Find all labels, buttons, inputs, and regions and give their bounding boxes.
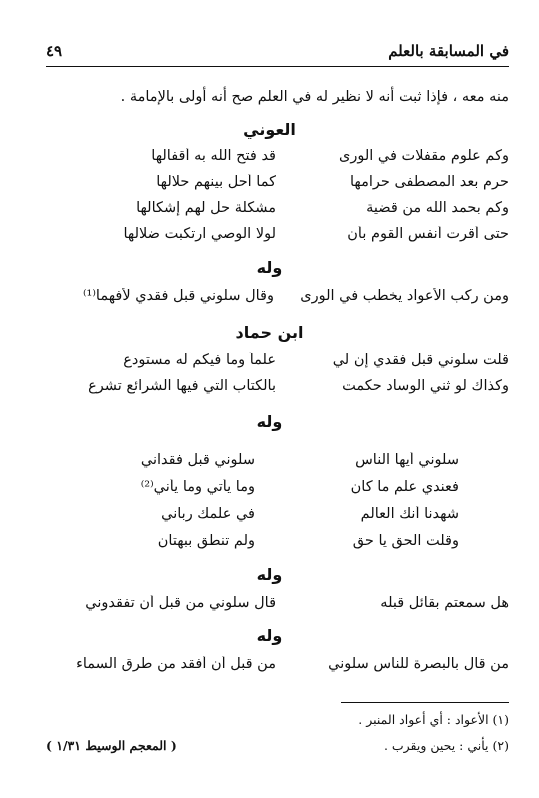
verse-first-hemistich: وكم علوم مقفلات في الورى bbox=[339, 148, 509, 164]
verse-second-hemistich: في علمك رباني bbox=[161, 506, 255, 522]
verse-second-hemistich: لولا الوصي ارتكبت ضلالها bbox=[123, 226, 276, 242]
verse-first-hemistich: من قال بالبصرة للناس سلوني bbox=[328, 656, 509, 672]
verse-line bbox=[85, 533, 459, 557]
intro-paragraph: منه معه ، فإذا ثبت أنه لا نظير له في العلم صح أنه أولى بالإمامة . bbox=[120, 89, 509, 105]
footnote: (١) الأعواد : أي أعواد المنبر . bbox=[358, 712, 509, 727]
verse-second-hemistich: سلوني قبل فقداني bbox=[140, 452, 255, 468]
verse-first-hemistich: حتى أقرت أنفس القوم بأن bbox=[347, 226, 509, 242]
footnote: (٢) يأني : يحين ويقرب . bbox=[383, 738, 509, 753]
verse-line bbox=[40, 174, 509, 198]
verse-first-hemistich: شهدنا أنك العالم bbox=[360, 506, 459, 522]
verse-line bbox=[40, 595, 509, 619]
section-heading: العوني bbox=[243, 120, 296, 139]
verse-second-hemistich: بالكتاب التي فيها الشرائع تشرع bbox=[88, 378, 276, 394]
verse-first-hemistich: حرم بعد المصطفى حرامها bbox=[350, 174, 509, 190]
footnote-separator bbox=[341, 702, 509, 703]
section-heading: وله bbox=[256, 258, 283, 277]
verse-first-hemistich: هل سمعتم بقائل قبله bbox=[380, 595, 509, 611]
verse-first-hemistich: ومن ركب الأعواد يخطب في الورى bbox=[300, 288, 509, 304]
section-heading: وله bbox=[256, 565, 283, 584]
verse-first-hemistich: وكذاك لو ثني الوساد حكمت bbox=[342, 378, 509, 394]
section-heading: وله bbox=[256, 412, 283, 431]
verse-line bbox=[40, 226, 509, 250]
verse-line bbox=[40, 148, 509, 172]
verse-line bbox=[40, 656, 509, 680]
verse-line bbox=[40, 352, 509, 376]
verse-first-hemistich: قلت سلوني قبل فقدي إن لي bbox=[332, 352, 509, 368]
section-heading: ابن حماد bbox=[235, 323, 304, 342]
verse-first-hemistich: وقلت الحق يا حق bbox=[352, 533, 459, 549]
verse-first-hemistich: سلوني أيها الناس bbox=[355, 452, 459, 468]
running-header bbox=[46, 40, 509, 67]
running-title: في المسابقة بالعلم bbox=[388, 42, 509, 60]
verse-second-hemistich: قال سلوني من قبل أن تفقدوني bbox=[85, 595, 276, 611]
page-number: ٤٩ bbox=[46, 42, 63, 60]
verse-line bbox=[85, 479, 459, 503]
verse-line bbox=[85, 506, 459, 530]
verse-second-hemistich: وقال سلوني قبل فقدي لأفهما⁽¹⁾ bbox=[82, 288, 274, 304]
verse-second-hemistich: ولم تنطق ببهتان bbox=[157, 533, 255, 549]
footnote-reference: ( المعجم الوسيط ١/٣١ ) bbox=[46, 738, 177, 753]
verse-line bbox=[40, 378, 509, 402]
verse-second-hemistich: مشكلة حل لهم إشكالها bbox=[136, 200, 276, 216]
section-heading: وله bbox=[256, 626, 283, 645]
verse-second-hemistich: كما أحل بينهم حلالها bbox=[156, 174, 276, 190]
verse-second-hemistich: علماً وما فيكم له مستودع bbox=[123, 352, 276, 368]
verse-second-hemistich: وما يأتي وما يأني⁽²⁾ bbox=[140, 479, 255, 495]
verse-second-hemistich: قد فتح الله به أقفالها bbox=[151, 148, 276, 164]
verse-line bbox=[85, 452, 459, 476]
verse-line bbox=[40, 200, 509, 224]
verse-first-hemistich: فعندي علم ما كان bbox=[350, 479, 459, 495]
verse-first-hemistich: وكم بحمد الله من قضية bbox=[366, 200, 509, 216]
verse-second-hemistich: من قبل أن أفقد من طرق السماء bbox=[76, 656, 276, 672]
verse-line bbox=[40, 288, 509, 312]
